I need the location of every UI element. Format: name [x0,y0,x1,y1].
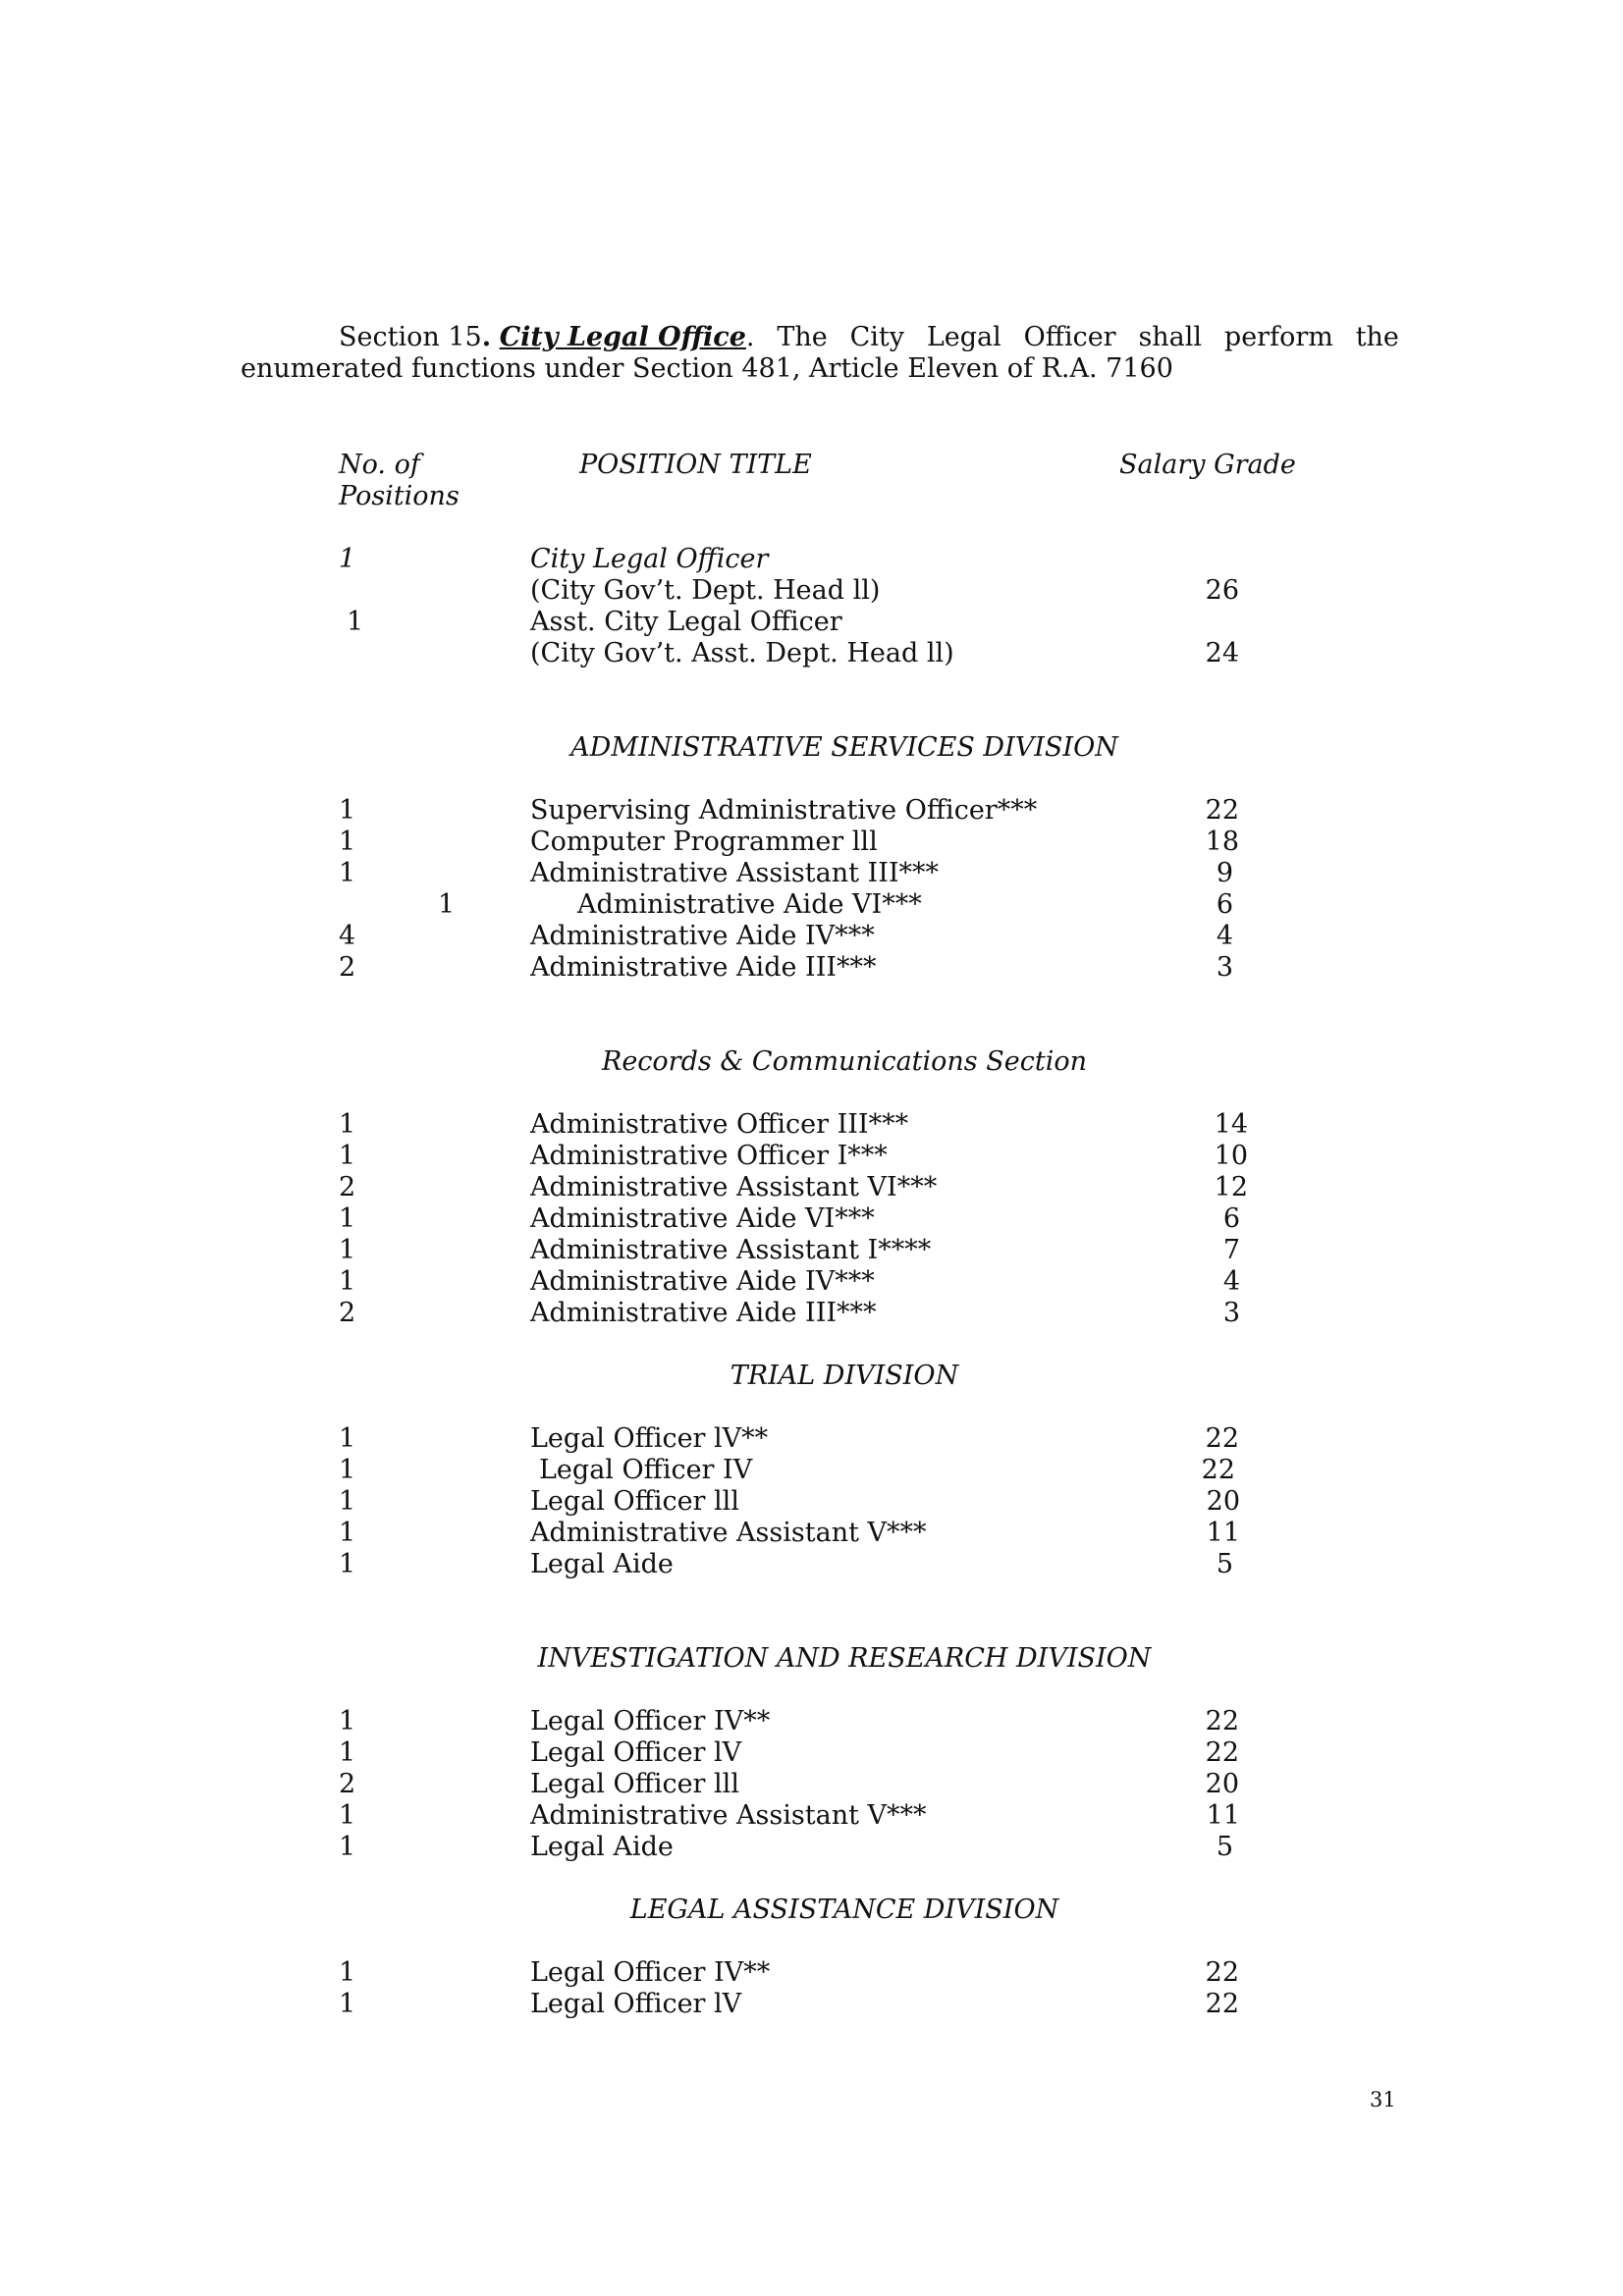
row-no: 1 [339,1832,356,1862]
row-salary-grade: 20 [1206,1486,1240,1517]
row-title: Administrative Aide VI*** [530,1203,875,1234]
row-no: 1 [339,1266,356,1297]
row-no: 1 [339,1486,356,1517]
row-salary-grade: 22 [1205,1737,1239,1768]
division-heading: LEGAL ASSISTANCE DIVISION [629,1895,1059,1925]
row-title: Administrative Assistant V*** [530,1800,927,1831]
row-no: 1 [339,795,356,826]
section-intro [241,322,1399,385]
row-no: 1 [339,544,356,574]
row-title: Administrative Assistant VI*** [530,1172,938,1202]
col-header-position-title: POSITION TITLE [579,450,812,480]
row-salary-grade: 22 [1205,795,1239,826]
row-salary-grade: 3 [1222,1298,1240,1328]
col-header-no-of: No. of [339,450,420,480]
row-title: City Legal Officer [530,544,769,574]
row-title: Legal Officer lll [530,1486,739,1517]
row-no: 1 [339,1737,356,1768]
row-title: Legal Officer lV [530,1989,742,2019]
row-no: 1 [339,1203,356,1234]
row-salary-grade: 7 [1222,1235,1240,1265]
row-salary-grade: 9 [1216,858,1233,888]
row-salary-grade: 6 [1222,1203,1240,1234]
row-no: 1 [339,1141,356,1171]
intro-word: shall [1138,322,1203,352]
row-salary-grade: 4 [1216,921,1233,951]
row-salary-grade: 11 [1206,1800,1240,1831]
col-header-salary-grade: Salary Grade [1119,450,1296,480]
row-title: Administrative Assistant I**** [530,1235,932,1265]
row-title: Administrative Aide IV*** [530,921,875,951]
row-title: (City Gov’t. Asst. Dept. Head ll) [530,638,954,668]
section-title: City Legal Office [499,322,746,352]
row-no: 1 [438,889,456,920]
row-no: 2 [339,1172,356,1202]
row-title: Legal Officer IV** [530,1957,771,1988]
row-title: Legal Officer lV** [530,1423,769,1454]
row-salary-grade: 14 [1214,1109,1248,1140]
intro-word: City [849,322,904,352]
row-no: 1 [339,1549,356,1579]
row-no: 1 [339,1706,356,1736]
row-salary-grade: 18 [1205,827,1239,857]
row-salary-grade: 22 [1205,1423,1239,1454]
row-title: Administrative Aide IV*** [530,1266,875,1297]
row-no: 1 [339,1109,356,1140]
row-no: 2 [339,1769,356,1799]
row-no: 1 [339,1235,356,1265]
row-title: Administrative Assistant III*** [530,858,940,888]
row-title: Legal Officer IV** [530,1706,771,1736]
row-no: 1 [339,1957,356,1988]
row-title: Computer Programmer lll [530,827,878,857]
intro-word: the [1355,322,1399,352]
section-heading-records: Records & Communications Section [602,1046,1087,1077]
division-heading: INVESTIGATION AND RESEARCH DIVISION [537,1643,1152,1674]
row-title: Legal Aide [530,1549,674,1579]
intro-line-1 [241,322,1399,353]
row-no: 1 [339,1455,356,1485]
row-no: 1 [347,607,364,637]
row-title: Administrative Aide III*** [530,1298,877,1328]
row-salary-grade: 6 [1216,889,1233,920]
row-no: 1 [339,1518,356,1548]
row-no: 2 [339,1298,356,1328]
row-salary-grade: 24 [1205,638,1239,668]
row-salary-grade: 22 [1205,1957,1239,1988]
row-salary-grade: 26 [1205,575,1239,606]
row-salary-grade: 5 [1216,1549,1233,1579]
row-title: Supervising Administrative Officer*** [530,795,1038,826]
intro-word: Legal [926,322,1001,352]
row-title: Administrative Assistant V*** [530,1518,927,1548]
row-title: Administrative Aide VI*** [577,889,922,920]
row-no: 1 [339,827,356,857]
row-no: 1 [339,1989,356,2019]
row-no: 1 [339,858,356,888]
section-heading: Section 15. City Legal Office. [339,322,755,352]
row-no: 1 [339,1800,356,1831]
row-no: 1 [339,1423,356,1454]
row-salary-grade: 22 [1205,1706,1239,1736]
row-salary-grade: 5 [1216,1832,1233,1862]
row-no: 4 [339,921,356,951]
row-title: (City Gov’t. Dept. Head ll) [530,575,881,606]
row-title: Legal Aide [530,1832,674,1862]
row-salary-grade: 3 [1216,952,1233,983]
row-title: Administrative Aide III*** [530,952,877,983]
row-title: Administrative Officer III*** [530,1109,909,1140]
row-salary-grade: 22 [1205,1989,1239,2019]
row-salary-grade: 10 [1214,1141,1248,1171]
row-title: Asst. City Legal Officer [530,607,842,637]
row-title: Administrative Officer I*** [530,1141,888,1171]
col-header-positions: Positions [339,481,460,511]
intro-word: perform [1223,322,1333,352]
row-salary-grade: 4 [1222,1266,1240,1297]
row-salary-grade: 11 [1206,1518,1240,1548]
intro-word: Officer [1023,322,1116,352]
intro-word: The [777,322,828,352]
row-salary-grade: 12 [1214,1172,1248,1202]
row-title: Legal Officer IV [539,1455,753,1485]
division-heading: ADMINISTRATIVE SERVICES DIVISION [570,732,1118,763]
row-no: 2 [339,952,356,983]
intro-line-2: enumerated functions under Section 481, Article Eleven of R.A. 7160 [241,353,1173,384]
division-heading: TRIAL DIVISION [730,1361,959,1391]
row-salary-grade: 20 [1205,1769,1239,1799]
row-salary-grade: 22 [1201,1455,1235,1485]
row-title: Legal Officer lll [530,1769,739,1799]
row-title: Legal Officer lV [530,1737,742,1768]
page-number: 31 [1370,2088,1396,2111]
